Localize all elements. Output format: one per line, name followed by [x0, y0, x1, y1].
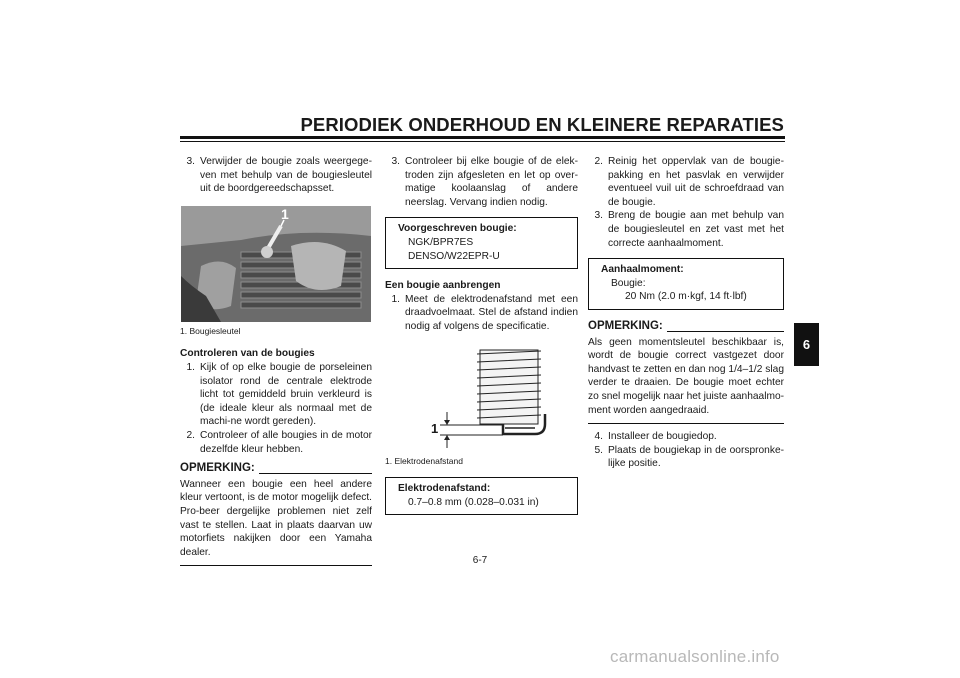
note-text: Als geen momentsleutel beschikbaar is, wordt de bougie correct vastgezet door handvast te zetten en dan nog 1/4–1/2 slag verder te draaien. De bougie moet echter zo snel mogelijk naar het juiste aanhaalmo-ment worden aangedraaid. — [588, 336, 784, 416]
subheading-install-plug: Een bougie aanbrengen — [385, 280, 501, 292]
step-check-electrodes — [385, 155, 578, 209]
spec-denso: DENSO/W22EPR-U — [408, 250, 500, 262]
note-end-rule — [180, 565, 372, 566]
torque-box-title: Aanhaalmoment: — [601, 264, 684, 276]
step-measure-gap — [385, 293, 578, 334]
column-2 — [385, 155, 578, 525]
step-number: 1. — [391, 293, 400, 305]
step-replace-cover — [588, 444, 784, 471]
torque-spec-box — [588, 258, 784, 310]
step-number: 3. — [186, 156, 195, 167]
step-install-cap — [588, 430, 784, 444]
gap-spec-box — [385, 477, 578, 515]
note-title: OPMERKING: — [180, 462, 255, 475]
diagram-callout: 1 — [431, 420, 439, 436]
spark-plug-wrench-photo — [181, 206, 371, 322]
step-number: 4. — [594, 431, 603, 443]
step-number: 2. — [594, 156, 603, 167]
note-rule — [259, 473, 372, 474]
engine-illustration — [181, 206, 371, 322]
step-install-torque — [588, 209, 784, 250]
step-check-color — [180, 429, 372, 456]
note-heading — [180, 462, 372, 476]
spec-ngk: NGK/BPR7ES — [408, 236, 474, 248]
step-text: Kijk of op elke bougie de porseleinen isolator rond de centrale elektrode licht tot gemiddeld bruin verkleurd is (de ideale kleur als normaal met de machi-ne wordt gereden). — [200, 361, 372, 428]
chapter-tab: 6 — [794, 323, 819, 366]
header-rule-thin — [180, 141, 785, 142]
step-number: 3. — [391, 156, 400, 167]
note-title: OPMERKING: — [588, 319, 663, 332]
photo-caption: 1. Bougiesleutel — [180, 325, 241, 336]
torque-label: Bougie: — [611, 277, 646, 289]
step-text: Meet de elektrodenafstand met een draadvoelmaat. Stel de afstand indien nodig af volgens de specificatie. — [405, 293, 578, 332]
step-text: Controleer of alle bougies in de motor dezelfde kleur hebben. — [200, 429, 372, 455]
column-3 — [588, 155, 784, 471]
gap-value: 0.7–0.8 mm (0.028–0.031 in) — [408, 496, 539, 508]
page-number: 6-7 — [472, 555, 488, 566]
note-end-rule — [588, 423, 784, 424]
step-clean-surface — [588, 155, 784, 209]
gap-box-title: Elektrodenafstand: — [398, 483, 491, 495]
step-text: Verwijder de bougie zoals weergege-ven met behulp van de bougiesleutel uit de boordgereedschapsset. — [200, 156, 372, 195]
step-text: Breng de bougie aan met behulp van de bougiesleutel en zet vast met het correcte aanhaalmoment. — [608, 210, 784, 249]
step-text: Installeer de bougiedop. — [608, 431, 717, 443]
note-text: Wanneer een bougie een heel andere kleur vertoont, is de motor mogelijk defect. Pro-beer dergelijke problemen niet zelf vast te stellen. Laat in plaats daarvan uw motorfiets nakijken door een Yamaha dealer. — [180, 478, 372, 558]
spark-plug-drawing — [385, 342, 578, 452]
subheading-check-plugs: Controleren van de bougies — [180, 348, 315, 360]
note-heading — [588, 320, 784, 334]
step-text: Reinig het oppervlak van de bougie-pakking en het pasvlak en verwijder eventueel vuil uit de schroefdraad van de bougie. — [608, 156, 784, 208]
step-number: 2. — [186, 429, 195, 441]
step-text: Plaats de bougiekap in de oorspronke-lijke positie. — [608, 444, 784, 470]
watermark: carmanualsonline.info — [610, 647, 780, 666]
step-number: 3. — [594, 210, 603, 222]
step-check-insulator — [180, 361, 372, 429]
column-1 — [180, 155, 372, 566]
step-number: 1. — [186, 361, 195, 373]
spark-plug-spec-box — [385, 217, 578, 269]
step-text: Controleer bij elke bougie of de elek-troden zijn afgesleten en let op over-matige koolaanslag of andere neerslag. Vervang indien nodig. — [405, 156, 578, 208]
header-rule — [180, 136, 785, 139]
spec-box-title: Voorgeschreven bougie: — [398, 223, 517, 235]
step-remove-plug — [180, 155, 372, 196]
photo-callout: 1 — [281, 205, 289, 222]
torque-value: 20 Nm (2.0 m·kgf, 14 ft·lbf) — [625, 291, 747, 303]
note-rule — [667, 331, 784, 332]
electrode-gap-diagram — [385, 342, 578, 452]
step-number: 5. — [594, 444, 603, 456]
page-title: PERIODIEK ONDERHOUD EN KLEINERE REPARATIES — [300, 114, 784, 135]
diagram-caption: 1. Elektrodenafstand — [385, 455, 463, 466]
